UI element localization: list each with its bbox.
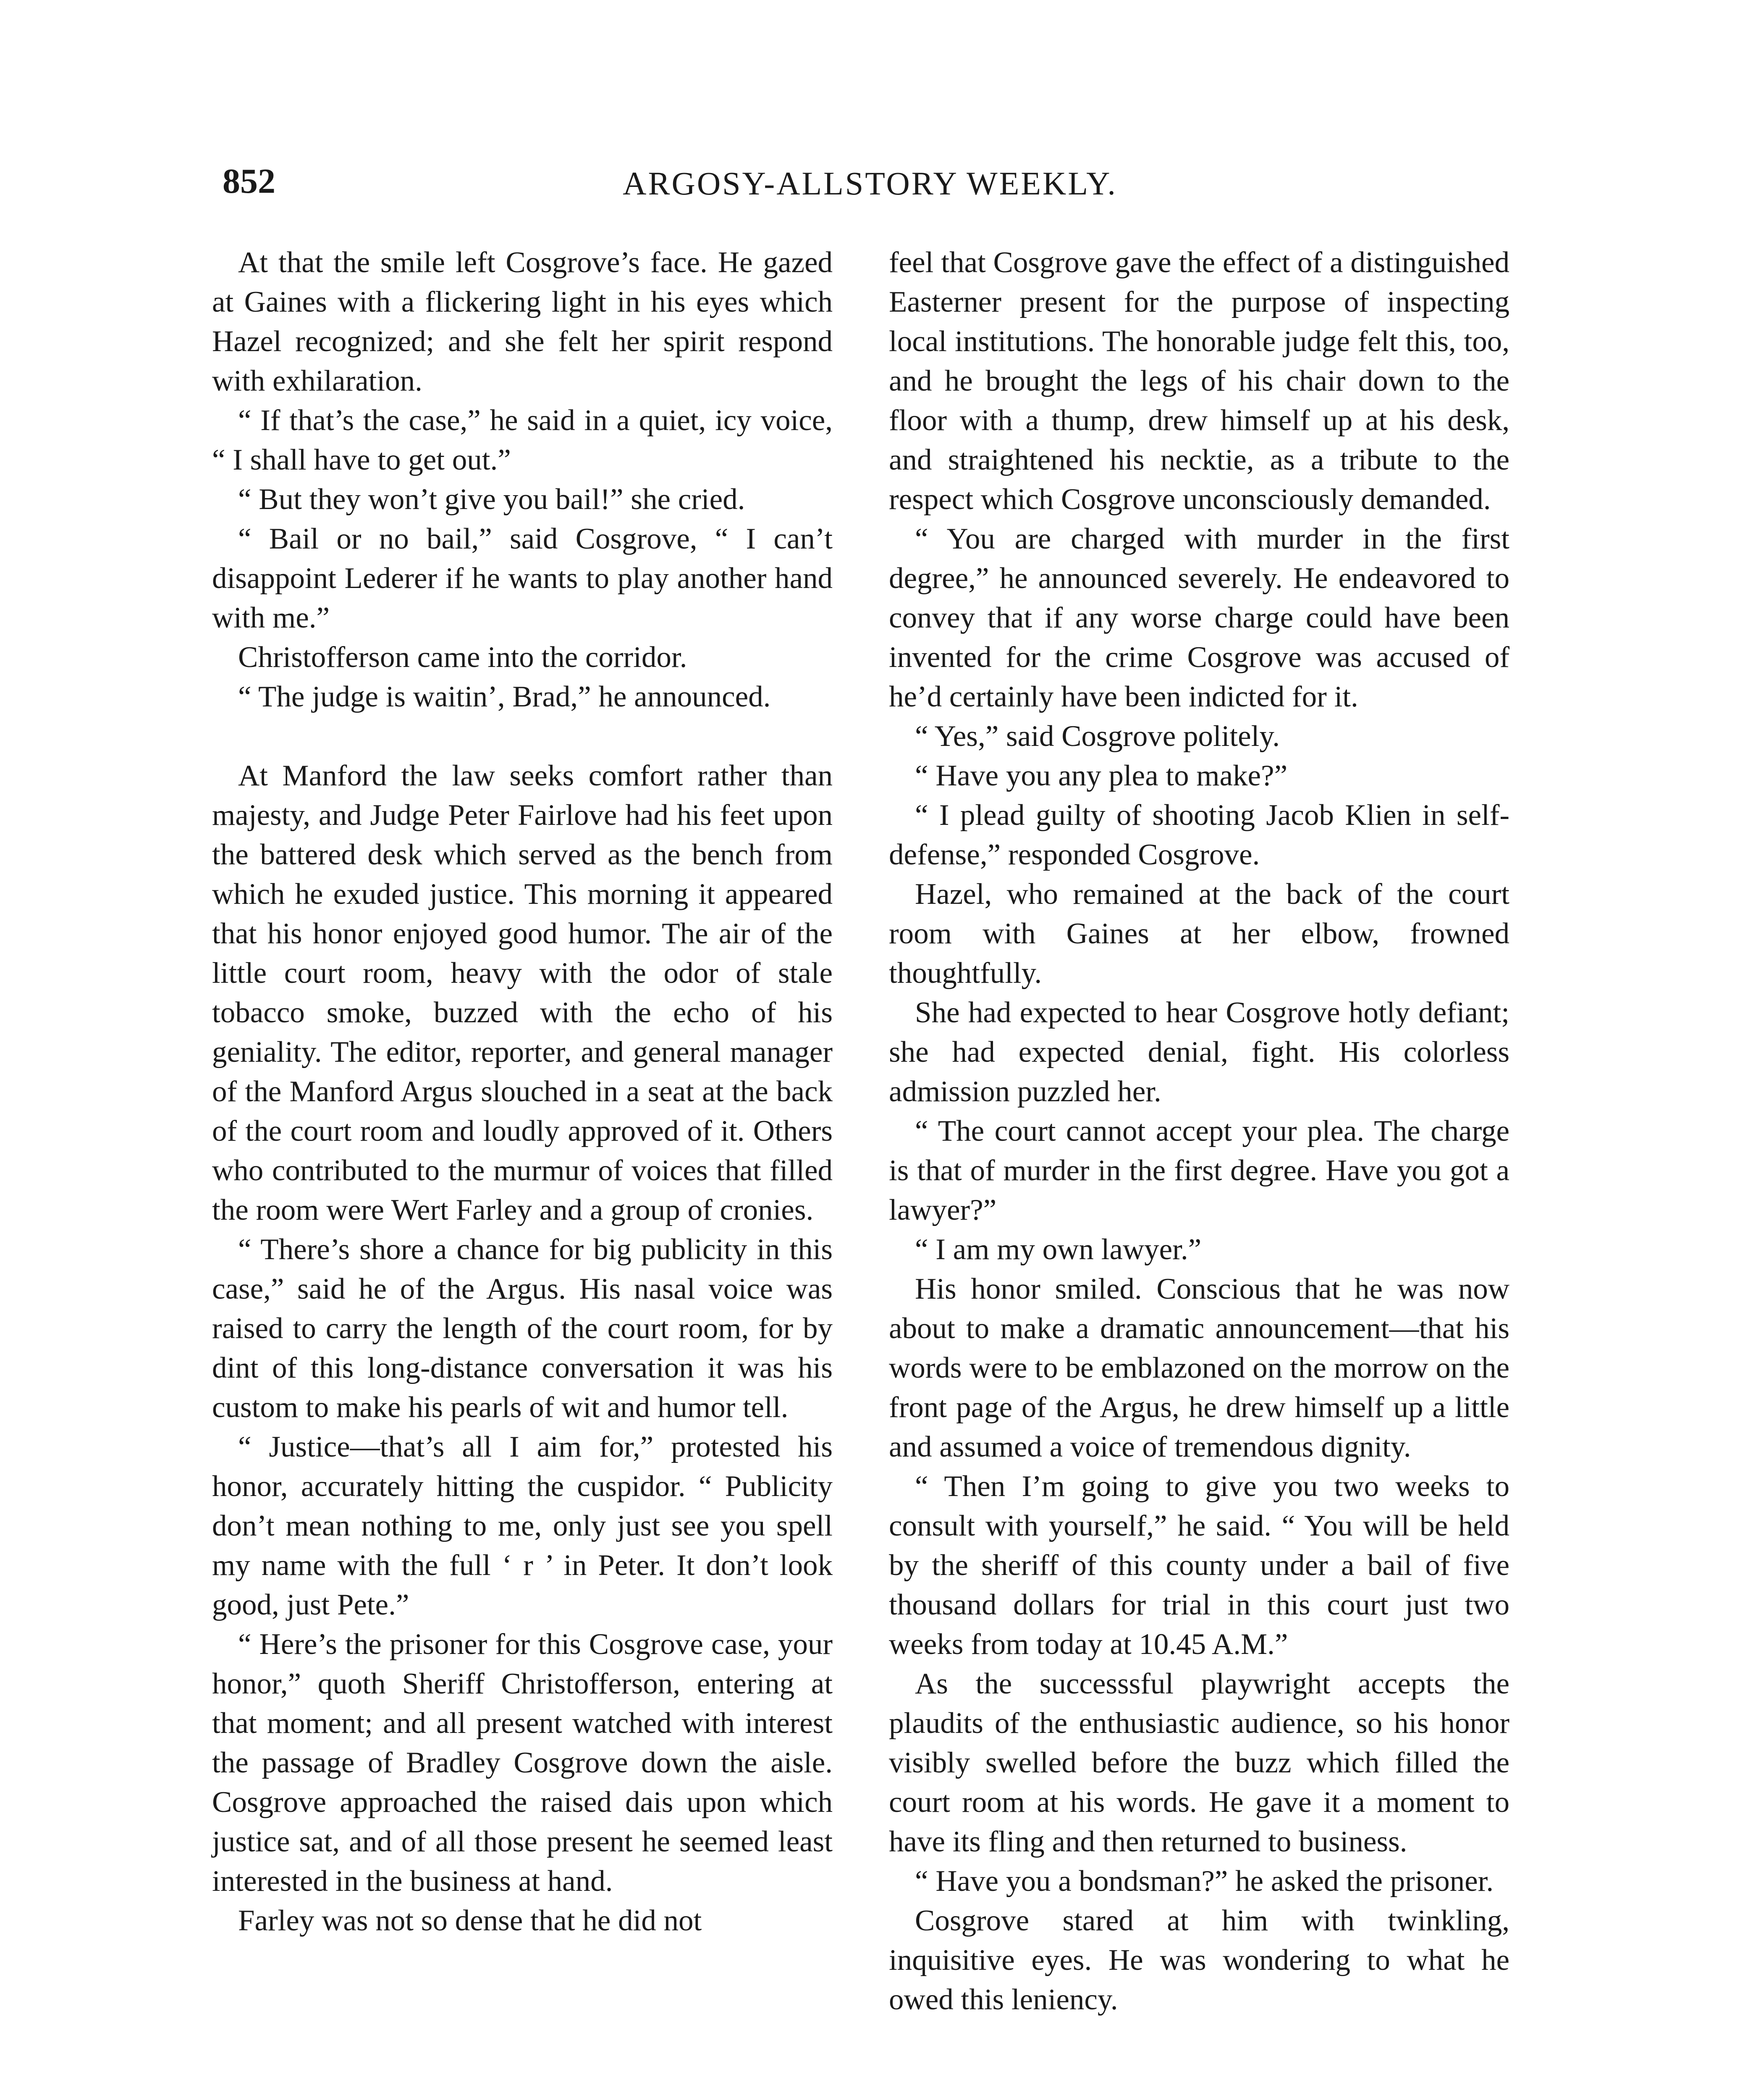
paragraph: Hazel, who remained at the back of the court room with Gaines at her elbow, frowned thoughtfully.: [889, 878, 1509, 990]
paragraph: Christofferson came into the corridor.: [238, 641, 687, 674]
running-head: ARGOSY-ALLSTORY WEEKLY.: [623, 165, 1117, 202]
paragraph: “ Here’s the prisoner for this Cosgrove case, your honor,” quoth Sheriff Christofferson, entering at that moment; and all present watched with interest the passage of Bradley Cosgrove down the aisle. Cosgrove approached the raised dais upon which justice sat, and of all those present he seemed least interested in the business at hand.: [212, 1628, 833, 1898]
paragraph: “ There’s shore a chance for big publicity in this case,” said he of the Argus. His nasal voice was raised to carry the length of the court room, for by dint of this long-distance conversation it was his custom to make his pearls of wit and humor tell.: [212, 1233, 833, 1424]
paragraph: “ Then I’m going to give you two weeks to consult with yourself,” he said. “ You will be held by the sheriff of this county under a bail of five thousand dollars for trial in this court just two weeks from today at 10.45 A.M.”: [889, 1470, 1509, 1661]
right-column: [889, 243, 1509, 2019]
paragraph: “ Have you any plea to make?”: [915, 759, 1288, 792]
paragraph: Farley was not so dense that he did not: [238, 1904, 702, 1937]
paragraph: “ But they won’t give you bail!” she cried.: [238, 483, 745, 516]
paragraph: “ I plead guilty of shooting Jacob Klien in self-defense,” responded Cosgrove.: [889, 799, 1509, 871]
paragraph: feel that Cosgrove gave the effect of a distinguished Easterner present for the purpose of inspecting local institutions. The honorable judge felt this, too, and he brought the legs of his chair down to the floor with a thump, drew himself up at his desk, and straightened his necktie, as a tribute to the respect which Cosgrove unconsciously demanded.: [889, 246, 1509, 516]
paragraph: She had expected to hear Cosgrove hotly defiant; she had expected denial, fight. His colorless admission puzzled her.: [889, 996, 1509, 1108]
paragraph: “ The court cannot accept your plea. The charge is that of murder in the first degree. Have you got a lawyer?”: [889, 1115, 1509, 1226]
paragraph: “ Bail or no bail,” said Cosgrove, “ I can’t disappoint Lederer if he wants to play another hand with me.”: [212, 522, 833, 634]
paragraph: As the successsful playwright accepts the plaudits of the enthusiastic audience, so his honor visibly swelled before the buzz which filled the court room at his words. He gave it a moment to have its fling and then returned to business.: [889, 1667, 1509, 1858]
paragraph: “ The judge is waitin’, Brad,” he announced.: [238, 680, 771, 713]
paragraph: “ You are charged with murder in the first degree,” he announced severely. He endeavored to convey that if any worse charge could have been invented for the crime Cosgrove was accused of he’d certainly have been indicted for it.: [889, 522, 1509, 713]
paragraph: “ Yes,” said Cosgrove politely.: [915, 720, 1280, 753]
paragraph: “ Justice—that’s all I aim for,” protested his honor, accurately hitting the cuspidor. “ Publicity don’t mean nothing to me, only just see you spell my name with the full ‘ r ’ in Peter. It don’t look good, just Pete.”: [212, 1431, 833, 1621]
left-column: [212, 243, 833, 1940]
page-number: 852: [223, 162, 275, 201]
paragraph: “ Have you a bondsman?” he asked the prisoner.: [915, 1865, 1494, 1898]
paragraph: At Manford the law seeks comfort rather than majesty, and Judge Peter Fairlove had his feet upon the battered desk which served as the bench from which he exuded justice. This morning it appeared that his honor enjoyed good humor. The air of the little court room, heavy with the odor of stale tobacco smoke, buzzed with the echo of his geniality. The editor, reporter, and general manager of the Manford Argus slouched in a seat at the back of the court room and loudly approved of it. Others who contributed to the murmur of voices that filled the room were Wert Farley and a group of cronies.: [212, 759, 833, 1226]
paragraph: “ If that’s the case,” he said in a quiet, icy voice, “ I shall have to get out.”: [212, 404, 833, 476]
paragraph: His honor smiled. Conscious that he was now about to make a dramatic announcement—that his words were to be emblazoned on the morrow on the front page of the Argus, he drew himself up a little and assumed a voice of tremendous dignity.: [889, 1273, 1509, 1463]
paragraph: At that the smile left Cosgrove’s face. He gazed at Gaines with a flickering light in his eyes which Hazel recognized; and she felt her spirit respond with exhilaration.: [212, 246, 833, 397]
paragraph: “ I am my own lawyer.”: [915, 1233, 1202, 1266]
paragraph: Cosgrove stared at him with twinkling, inquisitive eyes. He was wondering to what he owed this leniency.: [889, 1904, 1509, 2016]
